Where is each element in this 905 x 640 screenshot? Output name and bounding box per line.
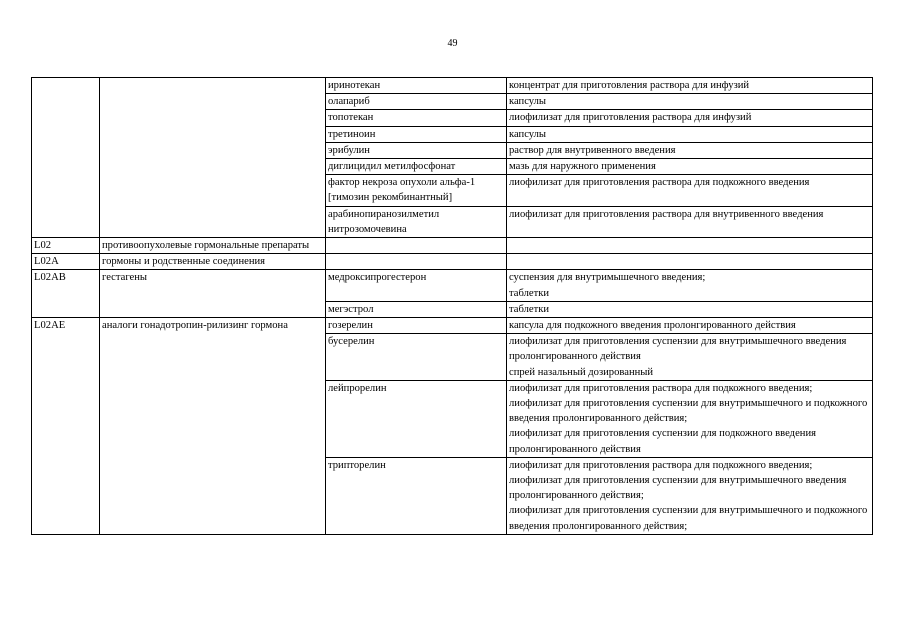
- table-row: [32, 238, 873, 254]
- dosage-form: капсулы: [507, 126, 873, 142]
- dosage-form: таблетки: [507, 301, 873, 317]
- table-row: [32, 78, 873, 94]
- drug-name: третиноин: [326, 126, 507, 142]
- group-name: аналоги гонадотропин-рилизинг гормона: [100, 318, 326, 535]
- dosage-form: лиофилизат для приготовления раствора для инфузий: [507, 110, 873, 126]
- dosage-form-text: лиофилизат для приготовления раствора для подкожного введения; лиофилизат для приготовления суспензии для внутримышечного и подкожного введения пролонгированного действия; лиофилизат для приготовления суспензии для подкожного введения пролонгированного действия: [509, 382, 868, 455]
- dosage-form: капсулы: [507, 94, 873, 110]
- atc-code: L02AE: [32, 318, 100, 535]
- drug-name: диглицидил метилфосфонат: [326, 159, 507, 175]
- page-number: 49: [447, 38, 458, 49]
- atc-code: L02AB: [32, 270, 100, 318]
- group-name: гормоны и родственные соединения: [100, 254, 326, 270]
- table-row: [32, 254, 873, 270]
- drug-name: эрибулин: [326, 142, 507, 158]
- drug-name: фактор некроза опухоли альфа-1 [тимозин рекомбинантный]: [326, 175, 507, 206]
- dosage-form-text: лиофилизат для приготовления раствора для подкожного введения; лиофилизат для приготовления суспензии для внутримышечного введения пролонгированного действия; лиофилизат для приготовления суспензии для внутримышечного и подкожного введения пролонгированного действия;: [509, 459, 868, 532]
- drug-name: арабинопиранозилметил нитрозомочевина: [326, 206, 507, 237]
- drug-name: [326, 254, 507, 270]
- drug-name: иринотекан: [326, 78, 507, 94]
- atc-code: L02A: [32, 254, 100, 270]
- dosage-form: [507, 270, 873, 301]
- dosage-form: [507, 334, 873, 381]
- dosage-form: лиофилизат для приготовления раствора для подкожного введения: [507, 175, 873, 206]
- drug-name: олапариб: [326, 94, 507, 110]
- dosage-form: лиофилизат для приготовления раствора для внутривенного введения: [507, 206, 873, 237]
- drug-name: бусерелин: [326, 334, 507, 381]
- atc-code-cell: [32, 78, 100, 238]
- group-name: гестагены: [100, 270, 326, 318]
- group-name-cell: [100, 78, 326, 238]
- drug-table: [31, 77, 873, 535]
- dosage-form: капсула для подкожного введения пролонгированного действия: [507, 318, 873, 334]
- atc-code: L02: [32, 238, 100, 254]
- drug-name: трипторелин: [326, 457, 507, 534]
- dosage-form: концентрат для приготовления раствора для инфузий: [507, 78, 873, 94]
- table-row: [32, 318, 873, 334]
- dosage-form-text: суспензия для внутримышечного введения; таблетки: [509, 272, 706, 299]
- group-name: противоопухолевые гормональные препараты: [100, 238, 326, 254]
- dosage-form: [507, 254, 873, 270]
- table-row: [32, 270, 873, 301]
- dosage-form: [507, 457, 873, 534]
- drug-name: лейпрорелин: [326, 380, 507, 457]
- drug-name: [326, 238, 507, 254]
- drug-name: медроксипрогестерон: [326, 270, 507, 301]
- dosage-form: [507, 238, 873, 254]
- dosage-form: [507, 380, 873, 457]
- drug-name: топотекан: [326, 110, 507, 126]
- drug-name: мегэстрол: [326, 301, 507, 317]
- dosage-form-text: лиофилизат для приготовления суспензии для внутримышечного введения пролонгированного действия спрей назальный дозированный: [509, 336, 847, 378]
- dosage-form: мазь для наружного применения: [507, 159, 873, 175]
- drug-name: гозерелин: [326, 318, 507, 334]
- dosage-form: раствор для внутривенного введения: [507, 142, 873, 158]
